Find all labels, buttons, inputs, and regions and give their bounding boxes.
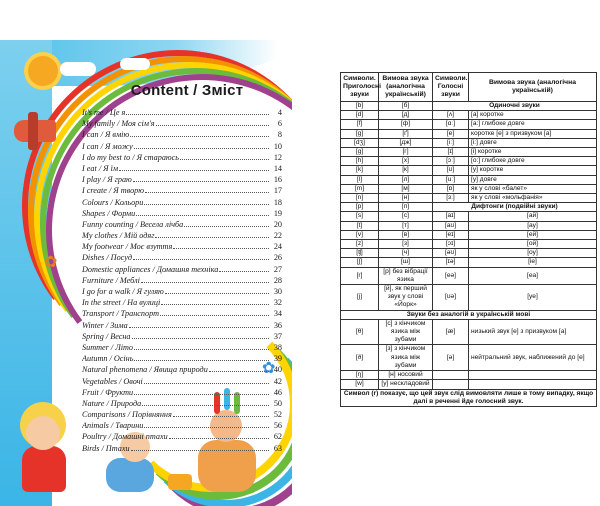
toc-entry-label: Animals / Тварини (82, 421, 144, 431)
header-consonant-pronunciation: Вимова звука (аналогічна українській) (379, 73, 433, 102)
toc-entry-page: 16 (273, 175, 282, 185)
toc-entry-label: I can / Я вмію (82, 130, 130, 140)
header-vowel-symbols: Символи. Голосні звуки (433, 73, 469, 102)
table-row (341, 389, 597, 406)
consonant-symbol: [l] (341, 175, 379, 184)
no-analog-vowel-pronunciation (469, 380, 597, 389)
header-vowel-pronunciation: Вимова звука (аналогічна українській) (469, 73, 597, 102)
table-row (341, 194, 597, 203)
toc-leader-dots (209, 364, 269, 372)
toc-entry-page: 40 (273, 365, 282, 375)
toc-entry-label: Shapes / Форми (82, 208, 136, 218)
toc-entry (82, 208, 282, 219)
consonant-pronunciation: [л] (379, 175, 433, 184)
footnote: Символ (r) показує, що цей звук слід вимовляти лише в тому випадку, якщо далі в реченні йде голосний звук. (341, 389, 597, 406)
toc-entry-page: 30 (273, 287, 282, 296)
table-row (341, 319, 597, 345)
single-vowels-heading: Одиночні звуки (433, 102, 597, 111)
toc-entry-page: 52 (273, 410, 282, 420)
toc-entry (82, 174, 282, 185)
diphthongs-heading: Дифтонги (подвійні звуки) (433, 203, 597, 212)
toc-entry (82, 353, 282, 364)
vowel-pronunciation: як у слові «балет» (469, 184, 597, 193)
toc-entry-label: Fruit / Фрукти (82, 387, 134, 397)
table-row (341, 203, 597, 212)
vowel-pronunciation: [у] коротке (469, 166, 597, 175)
airplane-icon (14, 120, 56, 142)
toc-entry (82, 252, 282, 263)
diphthong-pronunciation: [ай] (469, 212, 597, 221)
table-of-contents (82, 82, 282, 454)
no-analog-vowel-symbol (433, 371, 469, 380)
consonant-symbol: [g] (341, 148, 379, 157)
vowel-symbol: [uː] (433, 175, 469, 184)
toc-leader-dots (131, 443, 269, 451)
toc-leader-dots (134, 141, 269, 149)
toc-entry (82, 443, 282, 454)
toc-entry-page: 22 (273, 231, 282, 241)
toc-entry (82, 197, 282, 208)
consonant-pronunciation: [п] (379, 203, 433, 212)
vowel-symbol: [e] (433, 129, 469, 138)
table-row (341, 267, 597, 284)
consonant-pronunciation: [ч] (379, 249, 433, 258)
right-page (340, 72, 596, 444)
no-analog-consonant-pronunciation: [у] нескладовий (379, 380, 433, 389)
toc-leader-dots (161, 297, 269, 305)
toc-entry-label: I go for a walk / Я гуляю (82, 287, 164, 296)
toc-entry-label: Transport / Транспорт (82, 309, 159, 319)
toc-entry-page: 46 (273, 387, 282, 397)
table-row (341, 240, 597, 249)
header-consonant-symbols: Символи. Приголосні звуки (341, 73, 379, 102)
consonant-pronunciation: [дж] (379, 138, 433, 147)
toc-leader-dots (144, 420, 269, 428)
toc-entry (82, 141, 282, 152)
toc-entry-label: Domestic appliances / Домашня техніка (82, 264, 219, 274)
toc-leader-dots (136, 208, 269, 216)
toc-entry-page: 34 (273, 309, 282, 319)
vowel-symbol: [ʌ] (433, 111, 469, 120)
toc-entry-label: Furniture / Меблі (82, 275, 140, 285)
toc-entry-label: Winter / Зима (82, 320, 128, 330)
no-analog-vowel-pronunciation: низький звук [е] з призвуком [а] (469, 319, 597, 345)
toc-entry-label: Poultry / Домашні птахи (82, 432, 168, 442)
toc-leader-dots (133, 252, 269, 260)
toc-leader-dots (144, 197, 269, 205)
toc-entry-label: I eat / Я їм (82, 163, 119, 173)
toc-leader-dots (165, 286, 269, 294)
table-row (341, 221, 597, 230)
girl-head (26, 416, 60, 450)
diphthong-pronunciation: [ей] (469, 230, 597, 239)
vowel-pronunciation: [і:] довге (469, 138, 597, 147)
toc-entry (82, 364, 282, 375)
toc-entry-page: 17 (273, 186, 282, 196)
toc-leader-dots (169, 431, 269, 439)
no-analog-consonant-symbol: [w] (341, 380, 379, 389)
toc-entry (82, 107, 282, 118)
no-analog-consonant-symbol: [ð] (341, 345, 379, 371)
toc-entry-page: 10 (273, 141, 282, 151)
diphthong-pronunciation: [уе] (469, 285, 597, 311)
toc-leader-dots (173, 241, 269, 249)
no-analog-heading: Звуки без аналогій в українській мові (341, 310, 597, 319)
consonant-pronunciation: [б] (379, 102, 433, 111)
toc-entry-page: 50 (273, 398, 282, 408)
toc-entry (82, 185, 282, 196)
toc-entry-page: 20 (273, 219, 282, 229)
toc-entry-page: 63 (273, 443, 282, 453)
toc-entry-page: 62 (273, 432, 282, 442)
consonant-symbol: [k] (341, 166, 379, 175)
consonant-symbol: [d] (341, 111, 379, 120)
toc-entry-page: 24 (273, 242, 282, 252)
consonant-pronunciation: [ґ] (379, 129, 433, 138)
butterfly-icon: ✿ (44, 254, 58, 271)
toc-entry (82, 275, 282, 286)
consonant-symbol: [j] (341, 285, 379, 311)
toc-entry-label: Autumn / Осінь (82, 354, 134, 364)
toc-entry-page: 14 (273, 163, 282, 173)
toc-leader-dots (119, 163, 269, 171)
toc-entry-label: Dishes / Посуд (82, 253, 132, 263)
consonant-symbol: [m] (341, 184, 379, 193)
vowel-pronunciation: як у слові «мольфанія» (469, 194, 597, 203)
toc-leader-dots (173, 409, 269, 417)
toc-leader-dots (156, 118, 269, 126)
toc-entry-label: Summer / Літо (82, 342, 134, 352)
consonant-symbol: [g] (341, 129, 379, 138)
cloud-icon (120, 58, 150, 70)
sun-icon (28, 56, 58, 86)
consonant-pronunciation: [й], як перший звук у слові «Йорк» (379, 285, 433, 311)
table-row (341, 345, 597, 371)
no-analog-consonant-pronunciation: [с] з кінчиком язика між зубами (379, 319, 433, 345)
no-analog-vowel-symbol: [ə] (433, 345, 469, 371)
consonant-pronunciation: [ф] (379, 120, 433, 129)
toc-entry (82, 420, 282, 431)
consonant-pronunciation: [г] (379, 148, 433, 157)
toc-entry-label: Vegetables / Овочі (82, 376, 143, 386)
toc-entry-page: 36 (273, 320, 282, 330)
toc-entry-label: Birds / Птахи (82, 443, 130, 453)
toc-entry-page: 39 (273, 354, 282, 364)
toc-entry (82, 230, 282, 241)
toc-entry-page: 6 (277, 119, 282, 129)
toc-list (82, 107, 282, 454)
toc-entry-page: 38 (273, 342, 282, 352)
toc-entry-label: Nature / Природа (82, 398, 142, 408)
toc-entry (82, 129, 282, 140)
vowel-symbol: [ɒ] (433, 184, 469, 193)
toc-entry (82, 152, 282, 163)
diphthong-pronunciation: [оу] (469, 249, 597, 258)
toc-entry-page: 32 (273, 298, 282, 308)
toc-entry-label: I create / Я творю (82, 186, 145, 196)
consonant-symbol: [z] (341, 240, 379, 249)
toc-entry-page: 18 (273, 197, 282, 207)
consonant-symbol: [s] (341, 212, 379, 221)
no-analog-vowel-pronunciation: нейтральний звук, наближений до [е] (469, 345, 597, 371)
vowel-symbol: [ɑː] (433, 120, 469, 129)
no-analog-vowel-symbol: [æ] (433, 319, 469, 345)
consonant-pronunciation: [в] (379, 230, 433, 239)
toc-entry (82, 241, 282, 252)
toc-entry-page: 19 (273, 208, 282, 218)
table-row (341, 157, 597, 166)
vowel-symbol: [ɪ] (433, 148, 469, 157)
toc-entry-label: Spring / Весна (82, 331, 131, 341)
toc-entry (82, 342, 282, 353)
vowel-pronunciation: [у] довге (469, 175, 597, 184)
table-row (341, 310, 597, 319)
toc-leader-dots (184, 219, 269, 227)
toc-leader-dots (219, 264, 269, 272)
toc-entry-label: My footwear / Моє взуття (82, 242, 173, 252)
table-row (341, 166, 597, 175)
toy-horse-icon (168, 474, 192, 490)
toc-leader-dots (130, 129, 269, 137)
table-row (341, 129, 597, 138)
table-row (341, 120, 597, 129)
toc-leader-dots (129, 320, 269, 328)
phonetics-table (340, 72, 597, 407)
toc-entry-label: I do my best to / Я стараюсь (82, 152, 179, 162)
toc-leader-dots (134, 353, 269, 361)
toc-entry-label: My family / Моя сім'я (82, 119, 155, 129)
toc-entry-label: Funny counting / Весела лічба (82, 219, 184, 229)
toc-entry-label: Colours / Кольори (82, 197, 144, 207)
toc-entry-label: I play / Я граю (82, 175, 132, 185)
baby-figure (106, 458, 154, 492)
consonant-symbol: [ʧ] (341, 249, 379, 258)
toc-leader-dots (141, 275, 269, 283)
toc-entry (82, 431, 282, 442)
diphthong-symbol: [ɪə] (433, 258, 469, 267)
no-analog-consonant-pronunciation: [з] з кінчиком язика між зубами (379, 345, 433, 371)
consonant-pronunciation: [с] (379, 212, 433, 221)
diphthong-pronunciation: [еа] (469, 267, 597, 284)
toc-entry (82, 409, 282, 420)
toc-entry-page: 42 (273, 376, 282, 386)
toc-leader-dots (142, 398, 269, 406)
consonant-symbol: [n] (341, 194, 379, 203)
toc-entry-label: I can / Я можу (82, 141, 133, 151)
toc-entry (82, 118, 282, 129)
cloud-icon (60, 62, 96, 76)
vowel-pronunciation: коротке [е] з призвуком [а] (469, 129, 597, 138)
consonant-symbol: [h] (341, 157, 379, 166)
toc-entry-page: 12 (273, 152, 282, 162)
vowel-symbol: [ɜː] (433, 194, 469, 203)
phonetics-body (341, 102, 597, 407)
toc-entry (82, 398, 282, 409)
vowel-symbol: [iː] (433, 138, 469, 147)
no-analog-vowel-symbol (433, 380, 469, 389)
toc-entry-label: Natural phenomena / Явища природи (82, 365, 208, 375)
toc-entry (82, 376, 282, 387)
consonant-symbol: [b] (341, 102, 379, 111)
vowel-symbol: [ʊ] (433, 166, 469, 175)
toc-entry-label: My clothes / Мій одяг (82, 231, 155, 241)
table-row (341, 184, 597, 193)
no-analog-vowel-pronunciation (469, 371, 597, 380)
toc-leader-dots (132, 331, 269, 339)
toc-leader-dots (145, 185, 269, 193)
toc-entry-label: Comparisons / Порівняння (82, 410, 172, 420)
toc-entry-label: It's me / Це я (82, 108, 126, 117)
vowel-pronunciation: [а] коротке (469, 111, 597, 120)
diphthong-symbol: [ʊə] (433, 285, 469, 311)
toc-leader-dots (180, 152, 269, 160)
toc-entry-page: 28 (273, 275, 282, 285)
girl-figure (22, 446, 66, 492)
table-row (341, 285, 597, 311)
toc-entry (82, 286, 282, 297)
toc-leader-dots (133, 174, 269, 182)
table-row (341, 175, 597, 184)
toc-entry (82, 163, 282, 174)
consonant-symbol: [f] (341, 120, 379, 129)
diphthong-pronunciation: [іе] (469, 258, 597, 267)
vowel-pronunciation: [і] коротке (469, 148, 597, 157)
consonant-pronunciation: [д] (379, 111, 433, 120)
toc-entry-page: 8 (277, 130, 282, 140)
toc-entry-page: 37 (273, 331, 282, 341)
diphthong-symbol: [eɪ] (433, 230, 469, 239)
toc-entry (82, 297, 282, 308)
no-analog-consonant-symbol: [ŋ] (341, 371, 379, 380)
consonant-symbol: [r] (341, 267, 379, 284)
toc-entry-page: 56 (273, 421, 282, 431)
table-row (341, 138, 597, 147)
toc-entry (82, 331, 282, 342)
toc-leader-dots (160, 308, 269, 316)
table-row (341, 371, 597, 380)
vowel-pronunciation: [о:] глибоке довге (469, 157, 597, 166)
diphthong-symbol: [aɪ] (433, 212, 469, 221)
diphthong-symbol: [ɔɪ] (433, 240, 469, 249)
consonant-pronunciation: [з] (379, 240, 433, 249)
consonant-symbol: [t] (341, 221, 379, 230)
toc-leader-dots (134, 342, 269, 350)
toc-leader-dots (126, 107, 269, 115)
toc-entry-page: 27 (273, 264, 282, 274)
toc-leader-dots (155, 230, 269, 238)
diphthong-pronunciation: [ау] (469, 221, 597, 230)
consonant-pronunciation: [н] (379, 194, 433, 203)
consonant-pronunciation: [к] (379, 166, 433, 175)
table-row (341, 258, 597, 267)
toc-entry-page: 26 (273, 253, 282, 263)
toc-entry (82, 387, 282, 398)
toc-entry-label: In the street / На вулиці (82, 298, 161, 308)
diphthong-symbol: [aʊ] (433, 221, 469, 230)
toc-entry (82, 320, 282, 331)
table-row (341, 380, 597, 389)
table-row (341, 148, 597, 157)
table-row (341, 212, 597, 221)
consonant-pronunciation: [т] (379, 221, 433, 230)
no-analog-consonant-symbol: [θ] (341, 319, 379, 345)
consonant-pronunciation: [р] без вібрації язика (379, 267, 433, 284)
toc-leader-dots (134, 387, 269, 395)
diphthong-pronunciation: [ой] (469, 240, 597, 249)
consonant-pronunciation: [ш] (379, 258, 433, 267)
table-row (341, 249, 597, 258)
consonant-symbol: [ʃ] (341, 258, 379, 267)
consonant-symbol: [dʒ] (341, 138, 379, 147)
page-title: Content / Зміст (130, 82, 244, 99)
consonant-pronunciation: [х] (379, 157, 433, 166)
toc-entry (82, 219, 282, 230)
toc-leader-dots (144, 376, 269, 384)
consonant-symbol: [p] (341, 203, 379, 212)
toc-entry (82, 308, 282, 319)
vowel-pronunciation: [а:] глибоке довге (469, 120, 597, 129)
toc-entry (82, 264, 282, 275)
consonant-pronunciation: [м] (379, 184, 433, 193)
butterfly-icon: ✿ (262, 360, 276, 377)
no-analog-consonant-pronunciation: [н] носовий (379, 371, 433, 380)
diphthong-symbol: [əʊ] (433, 249, 469, 258)
consonant-symbol: [v] (341, 230, 379, 239)
table-row (341, 230, 597, 239)
left-page (0, 40, 292, 506)
toc-entry-page: 4 (277, 108, 282, 117)
diphthong-symbol: [eə] (433, 267, 469, 284)
table-row (341, 102, 597, 111)
table-row (341, 111, 597, 120)
vowel-symbol: [ɔː] (433, 157, 469, 166)
